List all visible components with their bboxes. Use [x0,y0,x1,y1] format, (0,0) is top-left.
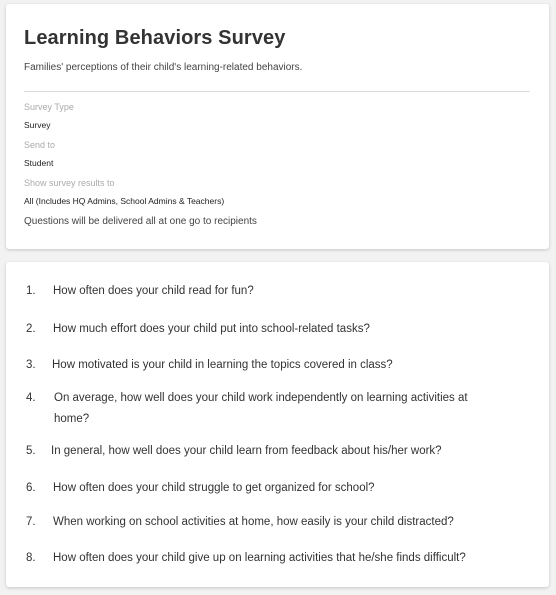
question-text: On average, how well does your child work independently on learning activities at home? [54,392,468,425]
survey-summary-card [6,4,549,249]
field-label: Send to [24,140,56,150]
field-label: Show survey results to [24,178,115,188]
delivery-note: Questions will be delivered all at one go to recipients [24,216,257,227]
question-item [26,441,526,462]
survey-title: Learning Behaviors Survey [24,27,286,49]
question-number: 2. [26,323,36,335]
question-number: 7. [26,516,36,528]
field-label: Survey Type [24,102,74,112]
question-text: How motivated is your child in learning the topics covered in class? [52,359,393,371]
question-number: 1. [26,285,36,297]
question-text: When working on school activities at home, how easily is your child distracted? [53,516,454,528]
question-number: 4. [26,392,36,404]
field-show-results-to [24,177,531,207]
question-number: 3. [26,359,36,371]
question-item [26,388,526,430]
field-send-to [24,139,531,169]
field-value: Student [24,158,54,168]
question-item [26,512,526,533]
question-item [26,548,526,569]
question-item [26,281,526,302]
question-text: How often does your child read for fun? [53,285,254,297]
questions-list [6,262,549,587]
question-text: How often does your child struggle to get organized for school? [53,482,375,494]
field-survey-type [24,101,531,131]
question-text: How much effort does your child put into school-related tasks? [53,323,370,335]
question-item [26,355,526,376]
question-number: 6. [26,482,36,494]
question-number: 5. [26,445,36,457]
divider [24,91,530,92]
question-text: In general, how well does your child learn from feedback about his/her work? [51,445,442,457]
question-text: How often does your child give up on learning activities that he/she finds difficult? [53,552,466,564]
survey-description: Families' perceptions of their child's learning-related behaviors. [24,62,303,73]
field-value: All (Includes HQ Admins, School Admins & Teachers) [24,196,225,206]
question-number: 8. [26,552,36,564]
field-value: Survey [24,120,51,130]
question-item [26,319,526,340]
question-item [26,478,526,499]
